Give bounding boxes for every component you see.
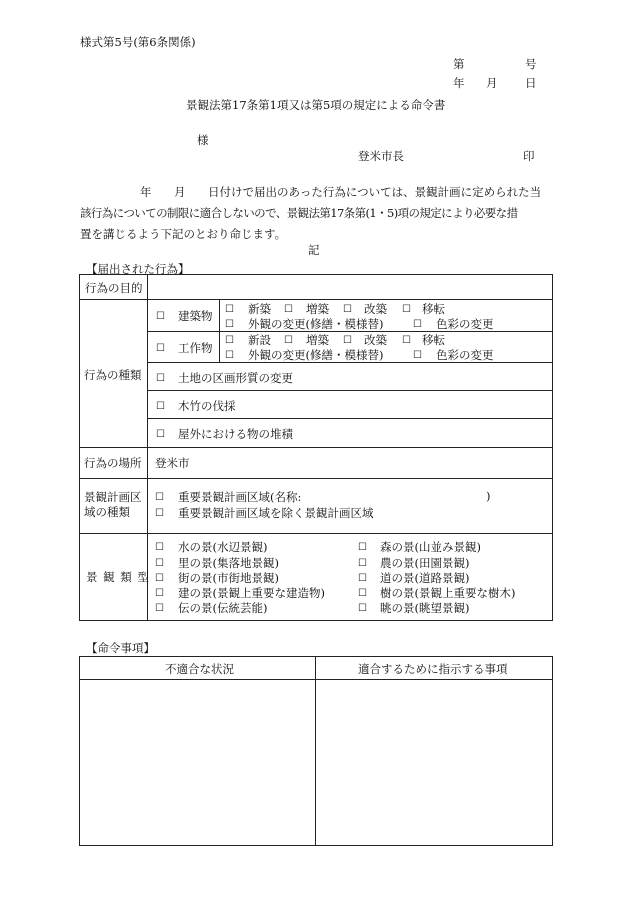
building-exterior: 外観の変更(修繕・模様替): [248, 317, 384, 331]
date-day: 日: [525, 76, 537, 90]
structure-checkbox[interactable]: ☐: [156, 343, 165, 354]
structure-label: 工作物: [178, 341, 213, 355]
zone-other: 重要景観計画区域を除く景観計画区域: [178, 506, 374, 520]
place-label: 行為の場所: [84, 456, 142, 470]
structure-extend-checkbox[interactable]: ☐: [284, 335, 293, 346]
storage-checkbox[interactable]: ☐: [156, 429, 165, 440]
trees-label: 木竹の伐採: [178, 399, 236, 413]
storage-label: 屋外における物の堆積: [178, 427, 293, 441]
structure-rebuild-checkbox[interactable]: ☐: [343, 335, 352, 346]
landscape-view-checkbox[interactable]: ☐: [358, 603, 367, 614]
landscape-building-checkbox[interactable]: ☐: [155, 588, 164, 599]
number-go: 号: [525, 57, 537, 71]
land-checkbox[interactable]: ☐: [156, 373, 165, 384]
mayor-name: 登米市長: [358, 149, 404, 163]
landscape-farm-checkbox[interactable]: ☐: [358, 558, 367, 569]
landscape-forest-checkbox[interactable]: ☐: [358, 542, 367, 553]
zone-label-line2: 域の種類: [84, 505, 130, 519]
structure-move: 移転: [422, 333, 445, 347]
structure-color-checkbox[interactable]: ☐: [413, 350, 422, 361]
trees-checkbox[interactable]: ☐: [156, 401, 165, 412]
body-year: 年: [140, 185, 152, 199]
section-reported-heading: 【届出された行為】: [86, 262, 190, 276]
body-month: 月: [174, 185, 186, 199]
order-col-noncompliance: 不適合な状況: [165, 662, 234, 676]
landscape-water-checkbox[interactable]: ☐: [155, 542, 164, 553]
place-value: 登米市: [155, 456, 190, 470]
landscape-village-checkbox[interactable]: ☐: [155, 558, 164, 569]
zone-other-checkbox[interactable]: ☐: [155, 508, 164, 519]
building-move: 移転: [422, 302, 445, 316]
building-rebuild-checkbox[interactable]: ☐: [343, 304, 352, 315]
body-line3: 置を講じるよう下記のとおり命じます。: [80, 227, 287, 241]
section-order-heading: 【命令事項】: [86, 641, 155, 655]
building-exterior-checkbox[interactable]: ☐: [225, 319, 234, 330]
building-extend: 増築: [306, 302, 329, 316]
body-line1: 日付けで届出のあった行為については、景観計画に定められた当: [208, 185, 542, 199]
zone-important-checkbox[interactable]: ☐: [155, 492, 164, 503]
land-label: 土地の区画形質の変更: [178, 371, 293, 385]
landscape-road: 道の景(道路景観): [380, 571, 470, 585]
landscape-town-checkbox[interactable]: ☐: [155, 573, 164, 584]
building-rebuild: 改築: [364, 302, 387, 316]
addressee-sama: 様: [197, 133, 209, 147]
landscape-tree: 樹の景(景観上重要な樹木): [380, 586, 516, 600]
landscape-water: 水の景(水辺景観): [178, 540, 268, 554]
zone-important: 重要景観計画区域(名称:: [178, 490, 302, 504]
landscape-tree-checkbox[interactable]: ☐: [358, 588, 367, 599]
document-title: 景観法第17条第1項又は第5項の規定による命令書: [186, 98, 446, 112]
date-month: 月: [486, 76, 498, 90]
structure-move-checkbox[interactable]: ☐: [402, 335, 411, 346]
date-year: 年: [453, 76, 465, 90]
type-label: 行為の種類: [84, 368, 142, 382]
structure-exterior: 外観の変更(修繕・模様替): [248, 348, 384, 362]
building-new-checkbox[interactable]: ☐: [225, 304, 234, 315]
structure-color: 色彩の変更: [436, 348, 494, 362]
structure-new-checkbox[interactable]: ☐: [225, 335, 234, 346]
zone-label-line1: 景観計画区: [84, 490, 142, 504]
structure-extend: 増築: [306, 333, 329, 347]
landscape-road-checkbox[interactable]: ☐: [358, 573, 367, 584]
number-dai: 第: [453, 57, 465, 71]
form-number: 様式第5号(第6条関係): [80, 35, 196, 49]
landscape-town: 街の景(市街地景観): [178, 571, 279, 585]
building-checkbox[interactable]: ☐: [156, 311, 165, 322]
building-new: 新築: [248, 302, 271, 316]
landscape-view: 眺の景(眺望景観): [380, 601, 470, 615]
order-col-instructions: 適合するために指示する事項: [358, 662, 508, 676]
instructions-field[interactable]: [317, 681, 549, 842]
landscape-forest: 森の景(山並み景観): [380, 540, 481, 554]
landscape-village: 里の景(集落地景観): [178, 556, 279, 570]
structure-exterior-checkbox[interactable]: ☐: [225, 350, 234, 361]
landscape-farm: 農の景(田園景観): [380, 556, 470, 570]
ki-label: 記: [308, 243, 320, 257]
building-color-checkbox[interactable]: ☐: [413, 319, 422, 330]
seal-mark: 印: [523, 149, 535, 163]
body-line2: 該行為についての制限に適合しないので、景観法第17条第(1・5)項の規定により必要な措: [80, 206, 518, 220]
structure-rebuild: 改築: [364, 333, 387, 347]
purpose-label: 行為の目的: [85, 281, 143, 295]
building-color: 色彩の変更: [436, 317, 494, 331]
building-extend-checkbox[interactable]: ☐: [284, 304, 293, 315]
building-move-checkbox[interactable]: ☐: [402, 304, 411, 315]
landscape-type-label: 景 観 類 型: [86, 570, 150, 584]
landscape-building: 建の景(景観上重要な建造物): [178, 586, 325, 600]
landscape-tradition-checkbox[interactable]: ☐: [155, 603, 164, 614]
noncompliance-field[interactable]: [81, 681, 313, 842]
landscape-tradition: 伝の景(伝統芸能): [178, 601, 268, 615]
building-label: 建築物: [178, 309, 213, 323]
zone-important-close: ): [486, 489, 491, 503]
structure-new: 新設: [248, 333, 271, 347]
